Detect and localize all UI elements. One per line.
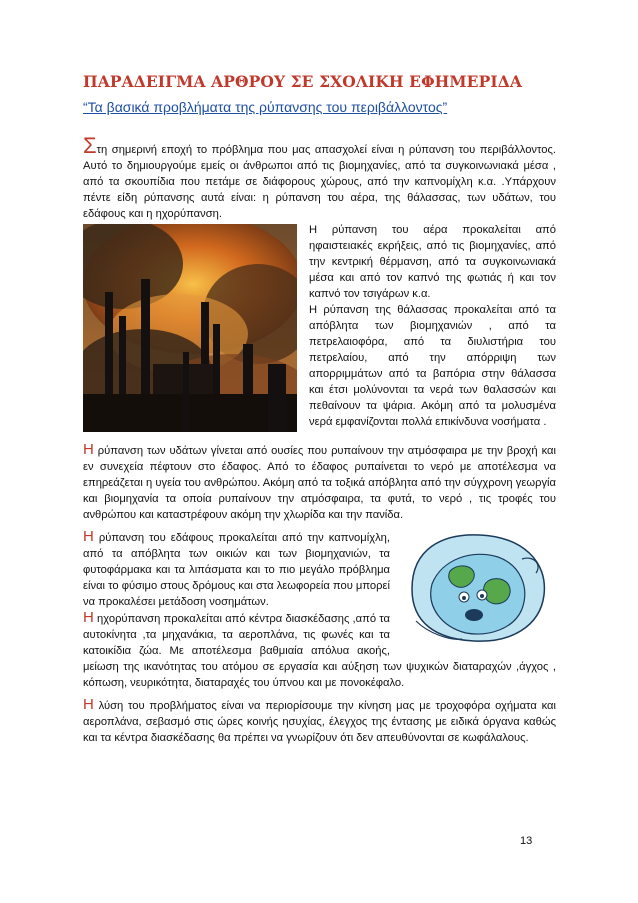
article — [83, 60, 556, 746]
sick-earth-illustration — [402, 529, 550, 647]
noise-pollution-text: ηχορύπανση προκαλείται από κέντρα διασκέδασης ,από τα αυτοκίνητα ,τα μηχανάκια, τα αεροπλάνα, τις φωνές και τα κατοικίδια ζώα. Με αποτέλεσμα βαθμιαία απόλυα ακοής, μείωση της ικανότητας του ατόμου σε εργασία και αύξηση των ψυχικών διαταραχών ,άγχος , κόπωση, νευρικότητα, διαταραχές του ύπνου και με πονοκέφαλο. — [83, 613, 556, 689]
water-pollution-text: ρύπανση των υδάτων γίνεται από ουσίες που ρυπαίνουν την ατμόσφαιρα με την βροχή και εν συνεχεία πέφτουν στο έδαφος. Από το έδαφος ρυπαίνεται το νερό με αποτέλεσμα να επηρεάζεται η υγεία του ανθρώπου. Ακόμη από τα τοξικά απόβλητα από την σύγχρονη γεωργία και βιομηχανία τα οποία ρυπαίνουν την ατμόσφαιρα, τα φυτά, το νερό , τις τροφές του ανθρώπου και καταστρέφουν ακόμη την χλωρίδα και την πανίδα. — [83, 445, 556, 521]
water-pollution-paragraph — [83, 442, 556, 523]
drop-cap: Η — [83, 441, 94, 458]
drop-cap: Η — [83, 609, 94, 626]
factory-smoke-illustration — [83, 224, 297, 432]
solution-text: λύση του προβλήματος είναι να περιορίσουμε την κίνηση μας με τροχοφόρα οχήματα και αεροπλάνα, σεβασμό στις ώρες κοινής ησυχίας, έλεγχος της έντασης με ειδικά όργανα καθώς και τα κέντρα διασκέδασης θα πρέπει να γνωρίζουν ότι δεν απευθύνονται σε κωφάλαλους. — [83, 700, 556, 744]
page-number: 13 — [520, 835, 533, 847]
air-pollution-text: Η ρύπανση του αέρα προκαλείται από ηφαιστειακές εκρήξεις, από τις βιομηχανίες, από την κεντρική θέρμανση, από τα συγκοινωνιακά μέσα και από τον καπνό της φωτιάς ή και τον καπνό τον τσιγάρων κ.α. — [309, 224, 556, 300]
drop-cap: Η — [83, 528, 94, 545]
drop-cap: Η — [83, 696, 94, 713]
intro-text: τη σημερινή εποχή το πρόβλημα που μας απασχολεί είναι η ρύπανση του περιβάλλοντος. Αυτό το δημιουργούμε εμείς οι άνθρωποι από τις βιομηχανίες, από τα συγκοινωνιακά μέσα , από τα σκουπίδια που πετάμε σε διάφορους χώρους, από την καπνομίχλη κ.α. .Υπάρχουν πέντε είδη ρύπανσης αυτά είναι: η ρύπανση του αέρα, της θάλασσας, των υδάτων, του εδάφους και η ηχορύπανση. — [83, 144, 556, 220]
sick-earth-image — [402, 529, 550, 647]
article-title: ΠΑΡΑΔΕΙΓΜΑ ΑΡΘΡΟΥ ΣΕ ΣΧΟΛΙΚΗ ΕΦΗΜΕΡΙΔΑ — [83, 72, 522, 91]
intro-paragraph — [83, 133, 556, 222]
sea-pollution-text: Η ρύπανση της θάλασσας προκαλείται από τα απόβλητα των βιομηχανιών , από τα πετρελαιοφόρα, από τα διυλιστήρια του πετρελαίου, από την απόρριψη των απορριμμάτων από τα βαπόρια στην θάλασσα και έτσι μολύνονται τα νερά των θαλασσών και πεθαίνουν τα ψάρια. Ακόμη από τα μολυσμένα νερά εμφανίζονται πολλά επικίνδυνα νοσήματα . — [309, 304, 556, 428]
soil-pollution-text: ρύπανση του εδάφους προκαλείται από την καπνομίχλη, από τα απόβλητα των οικιών και των βιομηχανιών, τα φυτοφάρμακα και τα λιπάσματα και το πιο μεγάλο πρόβλημα είναι το φύσιμο στους δρόμους και στα λεωφορεία που μπορεί να προκαλέσει μετάδοση νοσημάτων. — [83, 532, 390, 608]
article-subtitle — [83, 99, 556, 115]
drop-cap: Σ — [83, 133, 97, 158]
subtitle-text: “Τα βασικά προβλήματα της ρύπανσης του περιβάλλοντος” — [83, 99, 448, 115]
solution-paragraph — [83, 697, 556, 746]
factory-smoke-image — [83, 224, 297, 432]
